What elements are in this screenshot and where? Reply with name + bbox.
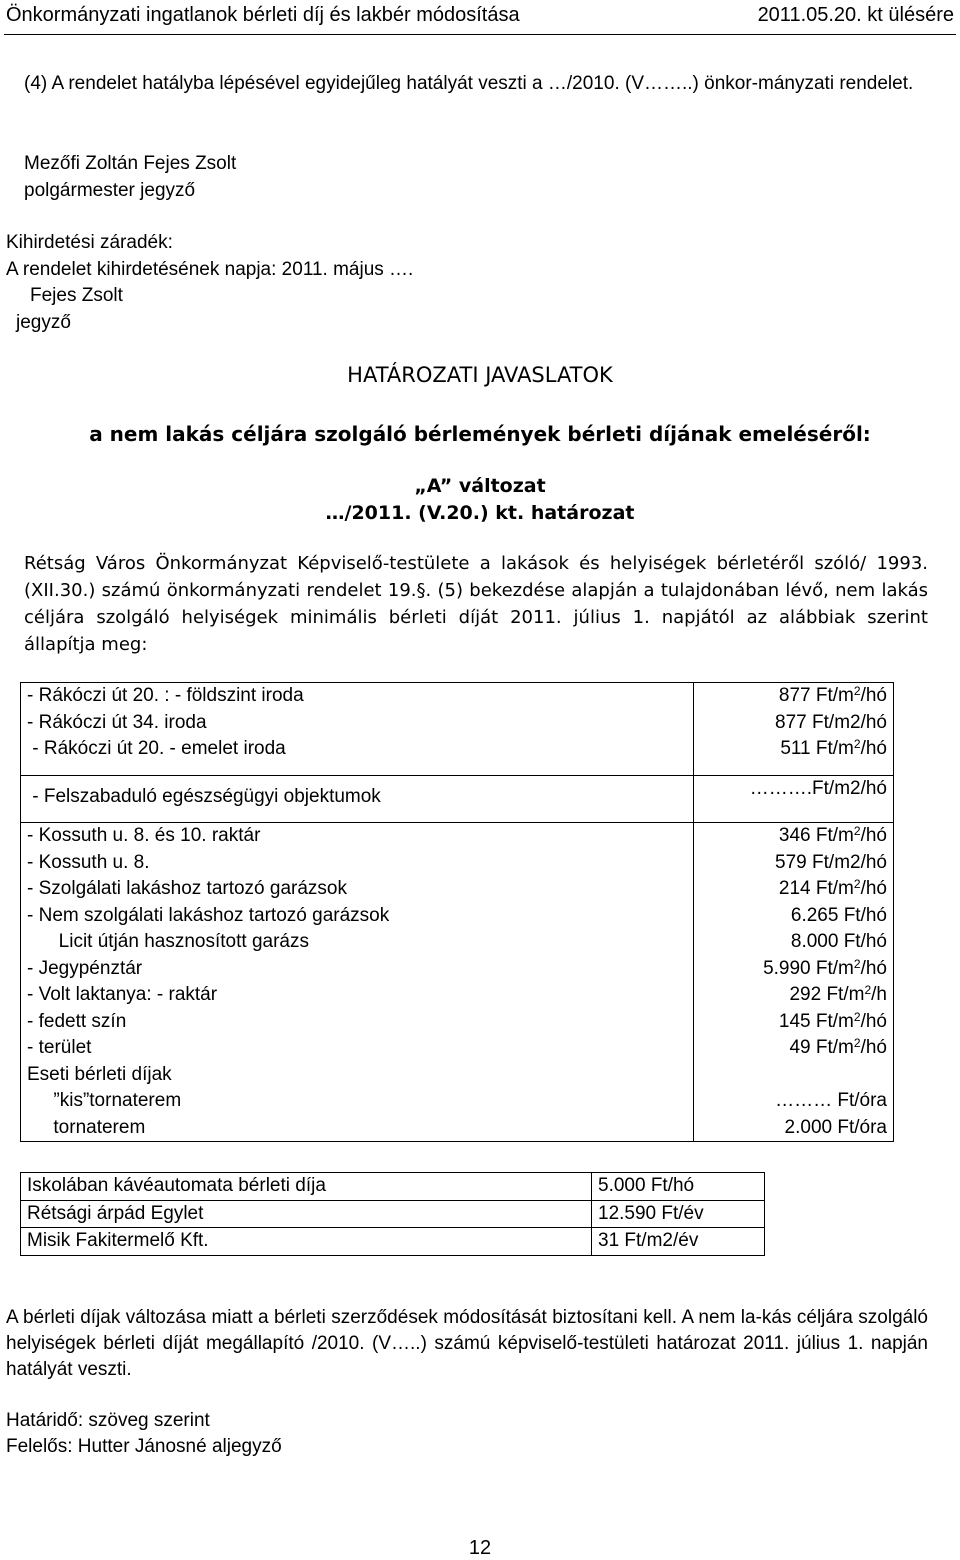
fee-value: 2.000 Ft/óra — [784, 1116, 887, 1138]
responsible-person: Felelős: Hutter Jánosné aljegyző — [6, 1436, 282, 1457]
promulgation-title: Kihirdetési záradék: — [6, 232, 173, 253]
other-fee-value: 5.000 Ft/hó — [592, 1173, 765, 1201]
fee-group-3 — [21, 823, 694, 1142]
other-fee-value: 31 Ft/m2/év — [592, 1228, 765, 1256]
fee-value — [700, 1062, 887, 1089]
fee-label: - Jegypénztár — [27, 957, 143, 979]
deadline: Határidő: szöveg szerint — [6, 1410, 210, 1431]
fee-label: - Felszabaduló egészségügyi objektumok — [27, 785, 381, 807]
fee-group-2-values — [694, 775, 894, 823]
fee-group-2 — [21, 775, 694, 823]
header-rule — [4, 34, 956, 35]
fee-label: - fedett szín — [27, 1010, 127, 1032]
fee-label: Eseti bérleti díjak — [27, 1063, 172, 1085]
fee-label: - Volt laktanya: - raktár — [27, 984, 218, 1005]
fee-label: - Szolgálati lakáshoz tartozó garázsok — [27, 878, 347, 899]
document-title: Önkormányzati ingatlanok bérleti díj és lakbér módosítása — [6, 4, 520, 26]
resolution-variant: „A” változat — [414, 475, 546, 497]
fee-label: - Nem szolgálati lakáshoz tartozó garázsok — [27, 904, 390, 926]
fee-value: 145 $Ft/m^2/hó$ — [778, 1009, 887, 1032]
other-fee-label: Rétsági árpád Egylet — [21, 1200, 592, 1228]
fee-value: ……… Ft/óra — [775, 1090, 887, 1111]
resolution-heading: HATÁROZATI JAVASLATOK — [347, 363, 613, 387]
fee-value: 6.265 Ft/hó — [790, 904, 887, 926]
other-fee-table — [20, 1172, 765, 1256]
fee-value: 579 Ft/m2/hó — [775, 851, 887, 873]
promulgation-role: jegyző — [16, 312, 71, 333]
meeting-date: 2011.05.20. kt ülésére — [757, 4, 954, 26]
fee-value: 8.000 Ft/hó — [790, 931, 887, 952]
fee-value: 49 $Ft/m^2/hó$ — [789, 1036, 887, 1058]
signature-names: Mezőfi Zoltán Fejes Zsolt — [24, 153, 237, 174]
clause-4: (4) A rendelet hatályba lépésével egyidejűleg hatályát veszti a …/2010. (V……..) önkor-mányzati rendelet. — [24, 73, 914, 94]
closing-paragraph: A bérleti díjak változása miatt a bérleti szerződések módosítását biztosítani kell. A nem la-kás céljára szolgáló helyiségek bérleti díját megállapító /2010. (V…..) számú képviselő-testületi határozat 2011. július 1. napján hatályát veszti. — [6, 1307, 928, 1380]
fee-value: 877 Ft/m2/hó — [775, 711, 887, 733]
fee-label: - Rákóczi út 34. iroda — [27, 711, 207, 733]
resolution-body: Rétság Város Önkormányzat Képviselő-testülete a lakások és helyiségek bérletéről szóló/ 1993. (XII.30.) számú önkormányzati rendelet 19.§. (5) bekezdése alapján a tulajdonában lévő, nem lakás céljára szolgáló helyiségek minimális bérleti díját 2011. július 1. napjától az alábbiak szerint állapítja meg: — [24, 553, 928, 655]
fee-group-1-values — [694, 683, 894, 776]
fee-value: 877 $Ft/m^2/hó$ — [778, 684, 887, 706]
other-fee-label: Misik Fakitermelő Kft. — [21, 1228, 592, 1256]
fee-value: 292 $Ft/m^2/h$ — [789, 983, 887, 1005]
fee-label: - Rákóczi út 20. : - földszint iroda — [27, 685, 304, 706]
fee-label: ”kis”tornaterem — [27, 1090, 182, 1111]
other-fee-row — [21, 1228, 765, 1256]
fee-label: tornaterem — [27, 1116, 146, 1138]
resolution-number: …/2011. (V.20.) kt. határozat — [325, 502, 635, 524]
other-fee-row — [21, 1173, 765, 1201]
fee-label: - Rákóczi út 20. - emelet iroda — [27, 738, 286, 759]
fee-value: 511 $Ft/m^2/hó$ — [780, 737, 887, 759]
fee-value: 5.990 $Ft/m^2/hó$ — [763, 956, 887, 979]
promulgation-name: Fejes Zsolt — [30, 285, 123, 306]
fee-value: 214 $Ft/m^2/hó$ — [778, 877, 887, 899]
fee-label: - Kossuth u. 8. és 10. raktár — [27, 825, 261, 846]
fee-label: - Kossuth u. 8. — [27, 851, 150, 873]
other-fee-label: Iskolában kávéautomata bérleti díja — [21, 1173, 592, 1201]
fee-value: ……….Ft/m2/hó — [749, 777, 887, 799]
other-fee-value: 12.590 Ft/év — [592, 1200, 765, 1228]
promulgation-date: A rendelet kihirdetésének napja: 2011. május …. — [6, 259, 414, 280]
signature-roles: polgármester jegyző — [24, 180, 196, 201]
other-fee-row — [21, 1200, 765, 1228]
fee-label: Licit útján hasznosított garázs — [27, 931, 309, 952]
fee-label: - terület — [27, 1037, 92, 1058]
resolution-subject: a nem lakás céljára szolgáló bérlemények bérleti díjának emeléséről: — [89, 422, 871, 446]
fee-value: 346 $Ft/m^2/hó$ — [778, 824, 887, 846]
fee-group-3-values — [694, 823, 894, 1142]
fee-table — [20, 682, 894, 1142]
fee-group-1 — [21, 683, 694, 776]
page-number: 12 — [468, 1537, 492, 1559]
